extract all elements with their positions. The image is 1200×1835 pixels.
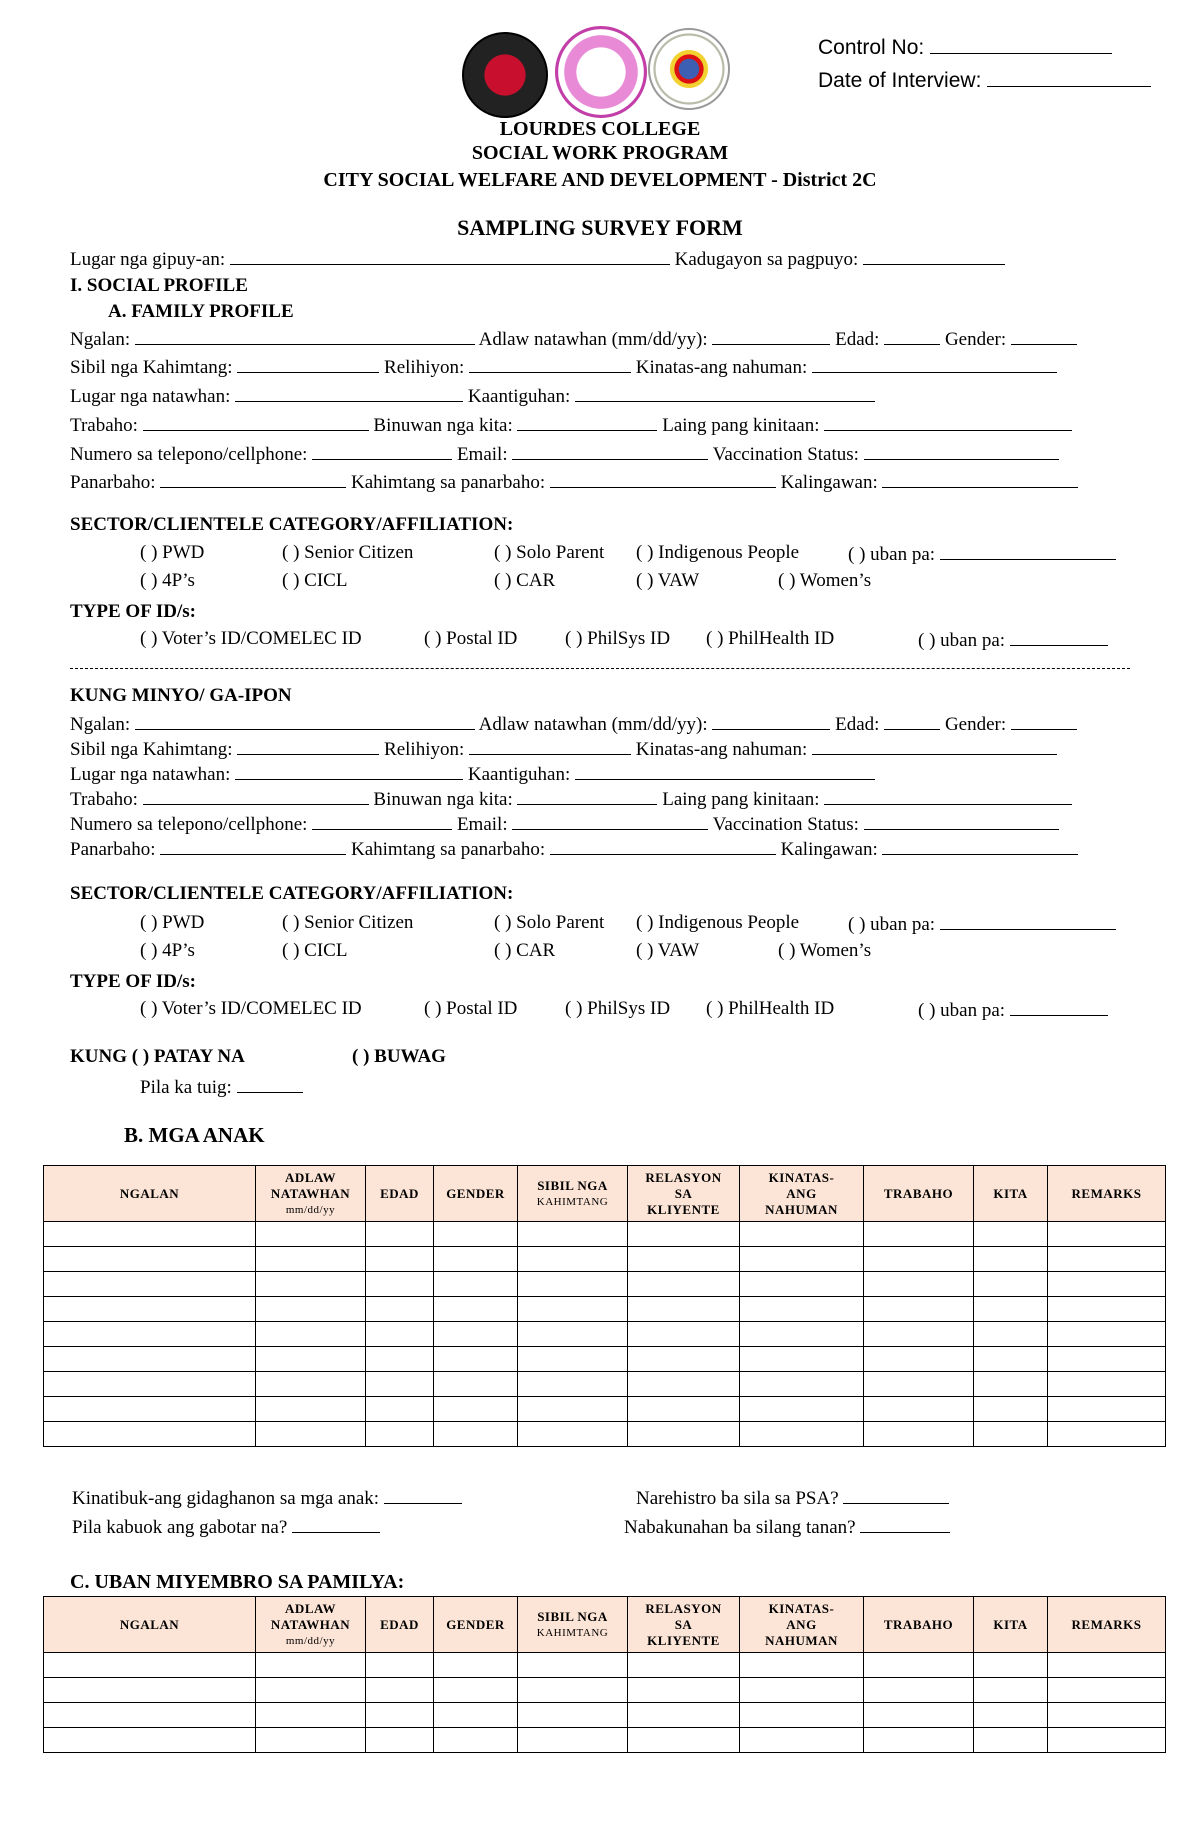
table-cell[interactable]: [974, 1728, 1048, 1753]
divider: [70, 668, 1130, 669]
column-header-line: KAHIMTANG: [536, 1195, 609, 1208]
column-header-line: NGALAN: [119, 1616, 180, 1632]
column-header-line: KAHIMTANG: [536, 1626, 609, 1639]
table-cell[interactable]: [628, 1678, 740, 1703]
row-panarbaho[interactable]: Panarbaho: Kahimtang sa panarbaho: Kalingawan:: [70, 470, 1078, 495]
table-cell[interactable]: [864, 1222, 974, 1247]
spouse-id-voters[interactable]: ( ) Voter’s ID/COMELEC ID: [140, 998, 362, 1019]
table-cell[interactable]: [1048, 1297, 1166, 1322]
table-cell[interactable]: [434, 1272, 518, 1297]
table-cell[interactable]: [1048, 1222, 1166, 1247]
table-cell[interactable]: [1048, 1347, 1166, 1372]
sector-title: SECTOR/CLIENTELE CATEGORY/AFFILIATION:: [70, 514, 514, 535]
column-header-line: KLIYENTE: [647, 1201, 720, 1217]
column-header: [44, 1166, 256, 1222]
table-cell[interactable]: [740, 1678, 864, 1703]
table-cell[interactable]: [740, 1728, 864, 1753]
spouse-option-uban-pa[interactable]: ( ) uban pa:: [848, 912, 1116, 936]
pila-kabuok-field[interactable]: Pila kabuok ang gabotar na?: [72, 1515, 380, 1540]
table-cell[interactable]: [366, 1222, 434, 1247]
table-cell[interactable]: [628, 1728, 740, 1753]
column-header-line: SIBIL NGA: [537, 1608, 608, 1624]
table-row: [44, 1297, 1166, 1322]
table-cell[interactable]: [628, 1372, 740, 1397]
table-cell[interactable]: [434, 1728, 518, 1753]
table-cell[interactable]: [628, 1272, 740, 1297]
spouse-option-indigenous[interactable]: ( ) Indigenous People: [636, 912, 800, 933]
table-cell[interactable]: [864, 1653, 974, 1678]
table-cell[interactable]: [740, 1422, 864, 1447]
column-header-line: ADLAW: [285, 1169, 336, 1185]
column-header: [864, 1166, 974, 1222]
column-header: [518, 1166, 628, 1222]
table-cell[interactable]: [974, 1247, 1048, 1272]
table-cell[interactable]: [864, 1728, 974, 1753]
column-header-line: ADLAW: [285, 1600, 336, 1616]
table-cell[interactable]: [44, 1678, 256, 1703]
table-cell[interactable]: [740, 1322, 864, 1347]
table-cell[interactable]: [518, 1678, 628, 1703]
id-philsys[interactable]: ( ) PhilSys ID: [565, 628, 671, 649]
narehistro-field[interactable]: Narehistro ba sila sa PSA?: [636, 1486, 949, 1511]
column-header-line: mm/dd/yy: [285, 1203, 336, 1216]
table-cell[interactable]: [740, 1297, 864, 1322]
table-cell[interactable]: [434, 1703, 518, 1728]
table-cell[interactable]: [864, 1247, 974, 1272]
table-cell[interactable]: [628, 1322, 740, 1347]
table-cell[interactable]: [518, 1247, 628, 1272]
lourdes-college-seal: [555, 26, 647, 118]
column-header-line: EDAD: [380, 1616, 419, 1632]
column-header: [44, 1597, 256, 1653]
table-cell[interactable]: [740, 1397, 864, 1422]
spouse-option-car[interactable]: ( ) CAR: [494, 940, 556, 961]
patay-na-option[interactable]: KUNG ( ) PATAY NA: [70, 1046, 245, 1067]
spouse-row-panarbaho[interactable]: Panarbaho: Kahimtang sa panarbaho: Kalingawan:: [70, 837, 1078, 862]
table-row: [44, 1397, 1166, 1422]
table-row: [44, 1422, 1166, 1447]
table-cell[interactable]: [256, 1703, 366, 1728]
table-row: [44, 1272, 1166, 1297]
table-cell[interactable]: [256, 1397, 366, 1422]
section-social-profile: I. SOCIAL PROFILE: [70, 275, 248, 296]
option-pwd[interactable]: ( ) PWD: [140, 542, 205, 563]
control-no-field[interactable]: Control No:: [818, 36, 1112, 60]
column-header-line: SA: [674, 1616, 693, 1632]
column-header-line: REMARKS: [1071, 1616, 1142, 1632]
table-cell[interactable]: [518, 1297, 628, 1322]
section-family-profile: A. FAMILY PROFILE: [108, 301, 294, 322]
table-row: [44, 1322, 1166, 1347]
column-header-line: GENDER: [446, 1185, 505, 1201]
table-cell[interactable]: [366, 1703, 434, 1728]
table-row: [44, 1678, 1166, 1703]
table-cell[interactable]: [366, 1653, 434, 1678]
column-header: [256, 1597, 366, 1653]
column-header: [1048, 1166, 1166, 1222]
table-cell[interactable]: [974, 1322, 1048, 1347]
table-cell[interactable]: [366, 1397, 434, 1422]
option-car[interactable]: ( ) CAR: [494, 570, 556, 591]
table-cell[interactable]: [256, 1297, 366, 1322]
column-header-line: EDAD: [380, 1185, 419, 1201]
table-cell[interactable]: [256, 1222, 366, 1247]
row-ngalan[interactable]: Ngalan: Adlaw natawhan (mm/dd/yy): Edad: Gender:: [70, 327, 1077, 352]
spouse-sector-title: SECTOR/CLIENTELE CATEGORY/AFFILIATION:: [70, 883, 514, 904]
table-cell[interactable]: [740, 1272, 864, 1297]
column-header-line: NATAWHAN: [270, 1185, 351, 1201]
spouse-option-senior-citizen[interactable]: ( ) Senior Citizen: [282, 912, 414, 933]
members-header-row: [44, 1597, 1166, 1653]
table-cell[interactable]: [1048, 1703, 1166, 1728]
column-header-line: NAHUMAN: [765, 1632, 838, 1648]
children-header-row: [44, 1166, 1166, 1222]
spouse-row-ngalan[interactable]: Ngalan: Adlaw natawhan (mm/dd/yy): Edad: Gender:: [70, 712, 1077, 737]
table-cell[interactable]: [864, 1272, 974, 1297]
table-cell[interactable]: [628, 1653, 740, 1678]
nabakunahan-field[interactable]: Nabakunahan ba silang tanan?: [624, 1515, 950, 1540]
table-cell[interactable]: [628, 1397, 740, 1422]
table-cell[interactable]: [974, 1678, 1048, 1703]
spouse-id-postal[interactable]: ( ) Postal ID: [424, 998, 518, 1019]
table-cell[interactable]: [366, 1422, 434, 1447]
spouse-option-vaw[interactable]: ( ) VAW: [636, 940, 700, 961]
spouse-option-womens[interactable]: ( ) Women’s: [778, 940, 872, 961]
option-uban-pa[interactable]: ( ) uban pa:: [848, 542, 1116, 566]
table-cell[interactable]: [518, 1272, 628, 1297]
members-table: [43, 1596, 1166, 1753]
table-cell[interactable]: [256, 1247, 366, 1272]
table-cell[interactable]: [256, 1678, 366, 1703]
table-cell[interactable]: [974, 1347, 1048, 1372]
column-header: [628, 1166, 740, 1222]
id-postal[interactable]: ( ) Postal ID: [424, 628, 518, 649]
column-header-line: KITA: [993, 1616, 1028, 1632]
table-cell[interactable]: [44, 1247, 256, 1272]
option-vaw[interactable]: ( ) VAW: [636, 570, 700, 591]
table-cell[interactable]: [740, 1703, 864, 1728]
table-cell[interactable]: [518, 1347, 628, 1372]
table-cell[interactable]: [366, 1347, 434, 1372]
table-cell[interactable]: [256, 1322, 366, 1347]
option-senior-citizen[interactable]: ( ) Senior Citizen: [282, 542, 414, 563]
table-cell[interactable]: [366, 1372, 434, 1397]
table-cell[interactable]: [518, 1372, 628, 1397]
column-header-line: RELASYON: [645, 1600, 722, 1616]
table-cell[interactable]: [1048, 1247, 1166, 1272]
column-header: [1048, 1597, 1166, 1653]
column-header: [740, 1597, 864, 1653]
form-title: SAMPLING SURVEY FORM: [457, 215, 743, 240]
table-cell[interactable]: [974, 1372, 1048, 1397]
table-cell[interactable]: [1048, 1728, 1166, 1753]
program-name: SOCIAL WORK PROGRAM: [471, 142, 729, 164]
column-header-line: SA: [674, 1185, 693, 1201]
table-cell[interactable]: [628, 1297, 740, 1322]
column-header: [366, 1597, 434, 1653]
date-of-interview-field[interactable]: Date of Interview:: [818, 69, 1151, 93]
table-cell[interactable]: [434, 1347, 518, 1372]
table-cell[interactable]: [366, 1728, 434, 1753]
table-cell[interactable]: [628, 1222, 740, 1247]
table-cell[interactable]: [740, 1347, 864, 1372]
column-header-line: KINATAS-: [768, 1600, 835, 1616]
table-cell[interactable]: [1048, 1322, 1166, 1347]
table-cell[interactable]: [44, 1653, 256, 1678]
table-cell[interactable]: [864, 1397, 974, 1422]
table-cell[interactable]: [434, 1247, 518, 1272]
column-header-line: RELASYON: [645, 1169, 722, 1185]
table-cell[interactable]: [434, 1372, 518, 1397]
spouse-row-sibil[interactable]: Sibil nga Kahimtang: Relihiyon: Kinatas-ang nahuman:: [70, 737, 1057, 762]
spouse-id-philhealth[interactable]: ( ) PhilHealth ID: [706, 998, 835, 1019]
table-row: [44, 1703, 1166, 1728]
table-cell[interactable]: [366, 1297, 434, 1322]
table-cell[interactable]: [1048, 1653, 1166, 1678]
column-header: [256, 1166, 366, 1222]
column-header-line: SIBIL NGA: [537, 1177, 608, 1193]
table-cell[interactable]: [518, 1653, 628, 1678]
table-cell[interactable]: [974, 1653, 1048, 1678]
column-header-line: ANG: [786, 1185, 817, 1201]
table-row: [44, 1653, 1166, 1678]
college-name: LOURDES COLLEGE: [499, 118, 701, 140]
table-cell[interactable]: [518, 1397, 628, 1422]
column-header: [518, 1597, 628, 1653]
table-cell[interactable]: [864, 1678, 974, 1703]
column-header-line: NATAWHAN: [270, 1616, 351, 1632]
spouse-option-solo-parent[interactable]: ( ) Solo Parent: [494, 912, 605, 933]
city-seal: [648, 28, 730, 110]
column-header: [740, 1166, 864, 1222]
column-header-line: KLIYENTE: [647, 1632, 720, 1648]
spouse-row-numero[interactable]: Numero sa telepono/cellphone: Email: Vaccination Status:: [70, 812, 1059, 837]
buwag-option[interactable]: ( ) BUWAG: [352, 1046, 446, 1067]
id-type-title: TYPE OF ID/s:: [70, 601, 196, 622]
column-header: [628, 1597, 740, 1653]
spouse-option-4ps[interactable]: ( ) 4P’s: [140, 940, 195, 961]
row-sibil[interactable]: Sibil nga Kahimtang: Relihiyon: Kinatas-ang nahuman:: [70, 355, 1057, 380]
row-lugar-natawhan[interactable]: Lugar nga natawhan: Kaantiguhan:: [70, 384, 875, 409]
lugar-field[interactable]: Lugar nga gipuy-an: Kadugayon sa pagpuyo:: [70, 247, 1005, 272]
table-cell[interactable]: [44, 1322, 256, 1347]
column-header-line: GENDER: [446, 1616, 505, 1632]
spouse-row-lugar[interactable]: Lugar nga natawhan: Kaantiguhan:: [70, 762, 875, 787]
table-cell[interactable]: [864, 1422, 974, 1447]
table-cell[interactable]: [256, 1653, 366, 1678]
table-cell[interactable]: [44, 1222, 256, 1247]
table-cell[interactable]: [44, 1297, 256, 1322]
column-header-line: mm/dd/yy: [285, 1634, 336, 1647]
column-header-line: KITA: [993, 1185, 1028, 1201]
column-header: [974, 1166, 1048, 1222]
table-cell[interactable]: [44, 1397, 256, 1422]
column-header-line: TRABAHO: [883, 1185, 954, 1201]
column-header-line: KINATAS-: [768, 1169, 835, 1185]
table-cell[interactable]: [864, 1347, 974, 1372]
table-row: [44, 1728, 1166, 1753]
table-cell[interactable]: [974, 1422, 1048, 1447]
table-cell[interactable]: [366, 1272, 434, 1297]
table-cell[interactable]: [256, 1347, 366, 1372]
table-cell[interactable]: [434, 1297, 518, 1322]
table-row: [44, 1372, 1166, 1397]
table-cell[interactable]: [628, 1422, 740, 1447]
table-cell[interactable]: [518, 1322, 628, 1347]
table-cell[interactable]: [864, 1322, 974, 1347]
column-header-line: TRABAHO: [883, 1616, 954, 1632]
column-header-line: NGALAN: [119, 1185, 180, 1201]
table-row: [44, 1222, 1166, 1247]
option-indigenous[interactable]: ( ) Indigenous People: [636, 542, 800, 563]
column-header: [366, 1166, 434, 1222]
table-cell[interactable]: [44, 1728, 256, 1753]
table-cell[interactable]: [366, 1322, 434, 1347]
table-cell[interactable]: [740, 1653, 864, 1678]
office-name: CITY SOCIAL WELFARE AND DEVELOPMENT - District 2C: [323, 169, 877, 191]
table-cell[interactable]: [974, 1222, 1048, 1247]
seal-logo-left: [462, 32, 548, 118]
table-cell[interactable]: [740, 1247, 864, 1272]
column-header: [434, 1166, 518, 1222]
table-row: [44, 1247, 1166, 1272]
column-header: [434, 1597, 518, 1653]
id-uban-pa[interactable]: ( ) uban pa:: [918, 628, 1108, 652]
table-cell[interactable]: [44, 1372, 256, 1397]
column-header-line: ANG: [786, 1616, 817, 1632]
table-cell[interactable]: [974, 1703, 1048, 1728]
table-cell[interactable]: [1048, 1397, 1166, 1422]
option-cicl[interactable]: ( ) CICL: [282, 570, 348, 591]
column-header: [864, 1597, 974, 1653]
table-cell[interactable]: [256, 1372, 366, 1397]
table-row: [44, 1347, 1166, 1372]
option-4ps[interactable]: ( ) 4P’s: [140, 570, 195, 591]
table-cell[interactable]: [256, 1728, 366, 1753]
table-cell[interactable]: [1048, 1678, 1166, 1703]
pila-ka-tuig-field[interactable]: Pila ka tuig:: [140, 1075, 303, 1100]
children-table: [43, 1165, 1166, 1447]
table-cell[interactable]: [44, 1703, 256, 1728]
table-cell[interactable]: [864, 1372, 974, 1397]
column-header: [974, 1597, 1048, 1653]
row-trabaho[interactable]: Trabaho: Binuwan nga kita: Laing pang kinitaan:: [70, 413, 1072, 438]
option-womens[interactable]: ( ) Women’s: [778, 570, 872, 591]
table-cell[interactable]: [44, 1347, 256, 1372]
table-cell[interactable]: [974, 1297, 1048, 1322]
table-cell[interactable]: [256, 1422, 366, 1447]
table-cell[interactable]: [628, 1703, 740, 1728]
spouse-title: KUNG MINYO/ GA-IPON: [70, 685, 292, 706]
row-numero[interactable]: Numero sa telepono/cellphone: Email: Vaccination Status:: [70, 442, 1059, 467]
table-cell[interactable]: [1048, 1372, 1166, 1397]
spouse-id-type-title: TYPE OF ID/s:: [70, 971, 196, 992]
table-cell[interactable]: [974, 1397, 1048, 1422]
table-cell[interactable]: [518, 1703, 628, 1728]
id-philhealth[interactable]: ( ) PhilHealth ID: [706, 628, 835, 649]
spouse-id-uban-pa[interactable]: ( ) uban pa:: [918, 998, 1108, 1022]
spouse-option-cicl[interactable]: ( ) CICL: [282, 940, 348, 961]
table-cell[interactable]: [434, 1322, 518, 1347]
table-cell[interactable]: [1048, 1422, 1166, 1447]
table-cell[interactable]: [518, 1422, 628, 1447]
table-cell[interactable]: [44, 1272, 256, 1297]
spouse-id-philsys[interactable]: ( ) PhilSys ID: [565, 998, 671, 1019]
table-cell[interactable]: [366, 1247, 434, 1272]
table-cell[interactable]: [864, 1297, 974, 1322]
option-solo-parent[interactable]: ( ) Solo Parent: [494, 542, 605, 563]
column-header-line: NAHUMAN: [765, 1201, 838, 1217]
table-cell[interactable]: [518, 1728, 628, 1753]
spouse-option-pwd[interactable]: ( ) PWD: [140, 912, 205, 933]
id-voters[interactable]: ( ) Voter’s ID/COMELEC ID: [140, 628, 362, 649]
table-cell[interactable]: [628, 1347, 740, 1372]
section-mga-anak: B. MGA ANAK: [124, 1123, 265, 1147]
column-header-line: REMARKS: [1071, 1185, 1142, 1201]
table-cell[interactable]: [740, 1372, 864, 1397]
table-cell[interactable]: [44, 1422, 256, 1447]
table-cell[interactable]: [864, 1703, 974, 1728]
table-cell[interactable]: [518, 1222, 628, 1247]
table-cell[interactable]: [1048, 1272, 1166, 1297]
table-cell[interactable]: [256, 1272, 366, 1297]
kinatibuk-field[interactable]: Kinatibuk-ang gidaghanon sa mga anak:: [72, 1486, 462, 1511]
table-cell[interactable]: [434, 1678, 518, 1703]
table-cell[interactable]: [740, 1222, 864, 1247]
table-cell[interactable]: [974, 1272, 1048, 1297]
table-cell[interactable]: [628, 1247, 740, 1272]
table-cell[interactable]: [434, 1397, 518, 1422]
section-uban-miyembro: C. UBAN MIYEMBRO SA PAMILYA:: [70, 1571, 405, 1593]
table-cell[interactable]: [434, 1422, 518, 1447]
spouse-row-trabaho[interactable]: Trabaho: Binuwan nga kita: Laing pang kinitaan:: [70, 787, 1072, 812]
table-cell[interactable]: [434, 1222, 518, 1247]
table-cell[interactable]: [434, 1653, 518, 1678]
table-cell[interactable]: [366, 1678, 434, 1703]
